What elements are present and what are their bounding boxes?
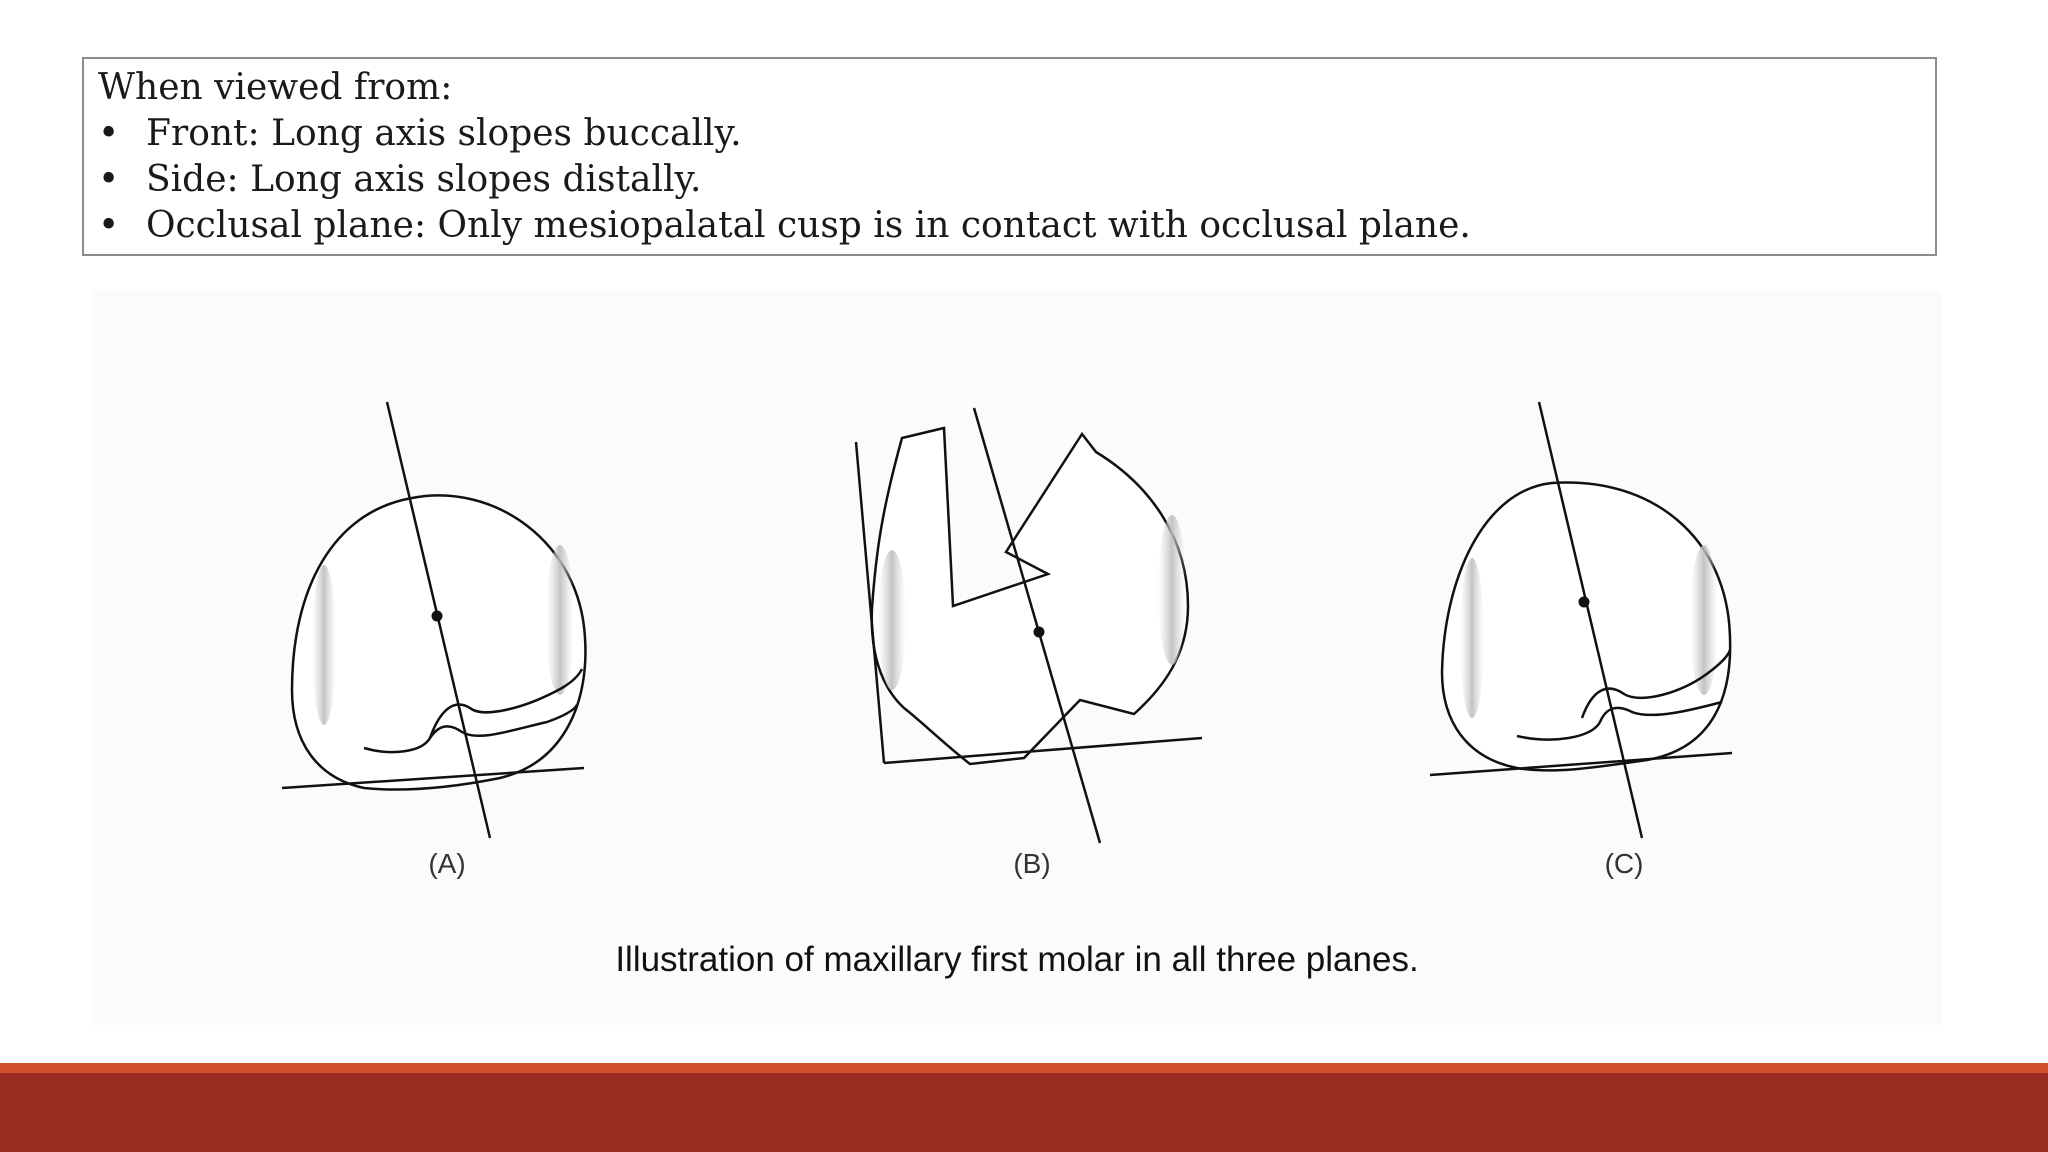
- bullet-item: [98, 157, 1921, 203]
- panel-c-molar: [1430, 402, 1732, 838]
- bullet-list: [98, 111, 1921, 249]
- bullet-text-front: Front: Long axis slopes buccally.: [146, 113, 742, 154]
- bullet-dot: •: [98, 113, 120, 154]
- panel-b-molar: [856, 408, 1202, 843]
- figure-caption: Illustration of maxillary first molar in all three planes.: [615, 940, 1419, 979]
- panel-a-dot: [432, 611, 443, 622]
- bullet-text-side: Side: Long axis slopes distally.: [146, 159, 702, 200]
- bullet-item: [98, 203, 1921, 249]
- info-heading: When viewed from:: [98, 67, 453, 108]
- panel-label-c: (C): [1604, 848, 1644, 879]
- panel-label-a: (A): [428, 848, 466, 879]
- bullet-dot: •: [98, 205, 120, 246]
- panel-b-dot: [1034, 627, 1045, 638]
- bullet-item: [98, 111, 1921, 157]
- molar-diagram-svg: [92, 290, 1942, 1025]
- bullet-text-occlusal: Occlusal plane: Only mesiopalatal cusp is in contact with occlusal plane.: [146, 205, 1471, 246]
- panel-label-b: (B): [1013, 848, 1051, 879]
- bullet-dot: •: [98, 159, 120, 200]
- panel-c-dot: [1579, 597, 1590, 608]
- info-text-box: [82, 57, 1937, 256]
- footer-accent-strip: [0, 1063, 2048, 1073]
- footer-bar: [0, 1073, 2048, 1152]
- molar-illustration: [92, 290, 1942, 1025]
